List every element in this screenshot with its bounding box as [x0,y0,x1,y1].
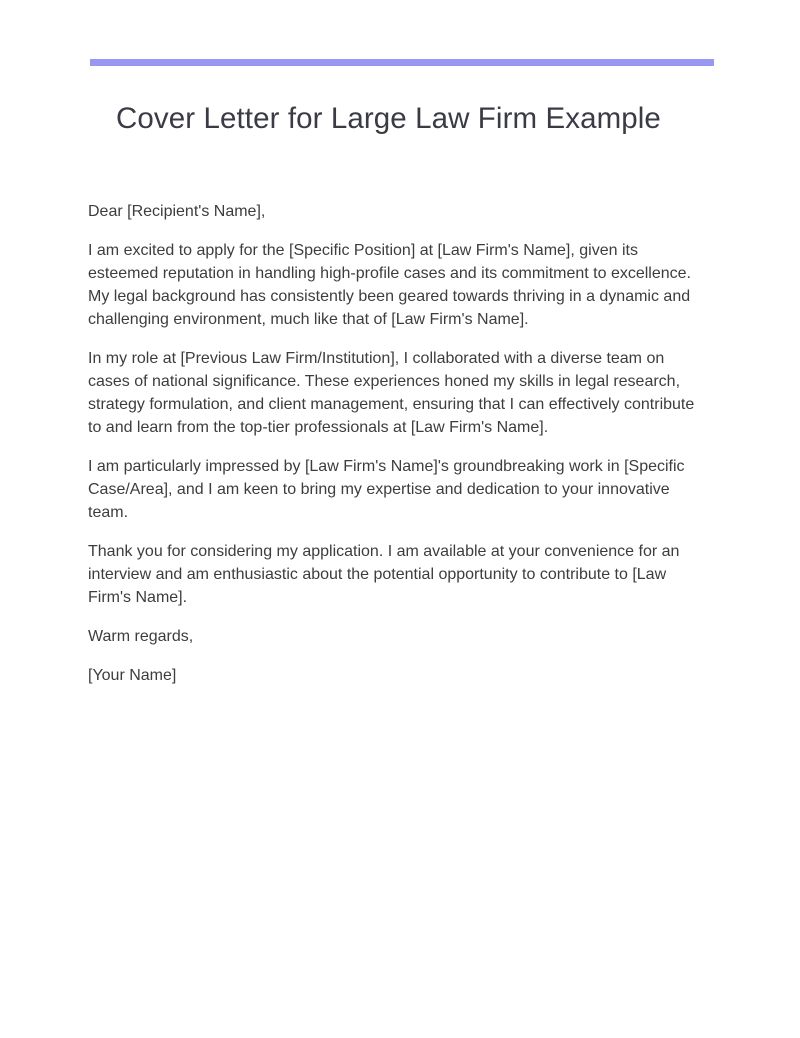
paragraph-thanks: Thank you for considering my application. I am available at your convenience for an interview and am enthusiastic about the potential opportunity to contribute to [Law Firm's Name]. [88,543,680,606]
letter-body [88,200,698,703]
accent-divider-bar [90,59,714,66]
paragraph-interest: I am particularly impressed by [Law Firm's Name]'s groundbreaking work in [Specific Case/Area], and I am keen to bring my expertise and dedication to your innovative team. [88,458,685,521]
paragraph-intro: I am excited to apply for the [Specific Position] at [Law Firm's Name], given its esteemed reputation in handling high-profile cases and its commitment to excellence. My legal background has consistently been geared towards thriving in a dynamic and challenging environment, much like that of [Law Firm's Name]. [88,242,691,328]
closing: Warm regards, [88,628,194,645]
paragraph-experience: In my role at [Previous Law Firm/Institution], I collaborated with a diverse team on cases of national significance. These experiences honed my skills in legal research, strategy formulation, and client management, ensuring that I can effectively contribute to and learn from the top-tier professionals at [Law Firm's Name]. [88,350,695,436]
salutation: Dear [Recipient's Name], [88,203,266,220]
document-title: Cover Letter for Large Law Firm Example [116,102,661,135]
signature: [Your Name] [88,667,177,684]
